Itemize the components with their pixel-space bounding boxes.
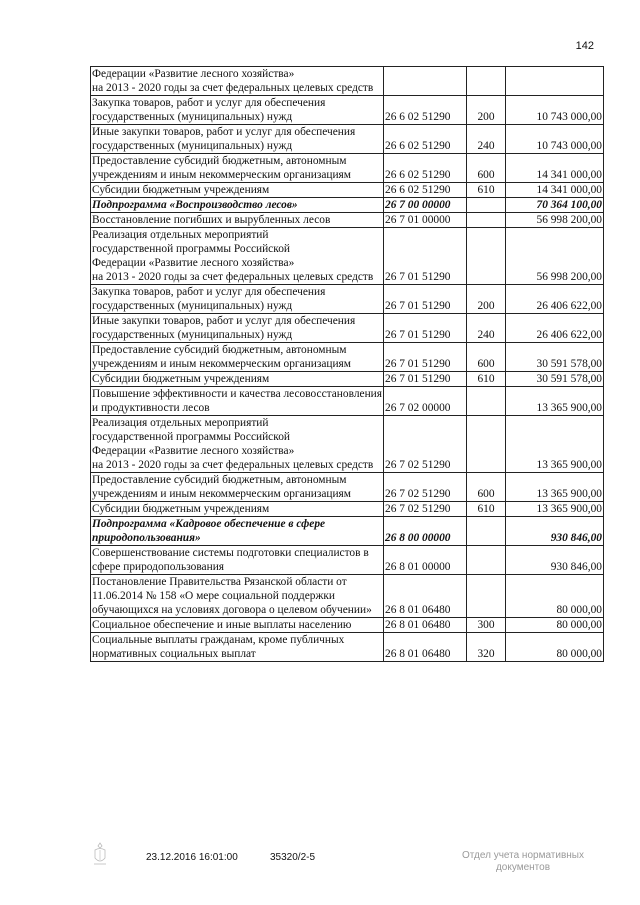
row-expense-type-cell: 610	[467, 372, 506, 387]
row-expense-type-cell	[467, 387, 506, 416]
table-row	[91, 343, 604, 372]
row-name-cell: Подпрограмма «Воспроизводство лесов»	[91, 198, 384, 213]
table-row	[91, 285, 604, 314]
table-row	[91, 473, 604, 502]
page-number: 142	[575, 40, 594, 52]
row-amount-cell: 80 000,00	[506, 633, 604, 662]
table-row	[91, 575, 604, 618]
row-name-cell: Повышение эффективности и качества лесовосстановления и продуктивности лесов	[92, 388, 382, 414]
row-amount-cell: 26 406 622,00	[506, 285, 604, 314]
row-name-cell: Социальное обеспечение и иные выплаты населению	[91, 618, 384, 633]
row-code-cell: 26 7 00 00000	[384, 198, 467, 213]
row-name-cell: Иные закупки товаров, работ и услуг для обеспечения государственных (муниципальных) нужд	[91, 125, 384, 154]
row-amount-cell: 26 406 622,00	[506, 314, 604, 343]
row-name-cell: Субсидии бюджетным учреждениям	[91, 502, 384, 517]
table-row	[91, 416, 604, 473]
table-row	[91, 213, 604, 228]
row-amount-cell: 10 743 000,00	[506, 125, 604, 154]
table-row	[91, 502, 604, 517]
row-code-cell: 26 8 00 00000	[384, 517, 467, 546]
registration-stamp	[448, 850, 598, 874]
row-expense-type-cell: 610	[467, 183, 506, 198]
row-expense-type-cell: 600	[467, 343, 506, 372]
row-code-cell: 26 8 01 00000	[384, 546, 467, 575]
row-name-cell: Совершенствование системы подготовки специалистов в сфере природопользования	[91, 546, 384, 575]
row-expense-type-cell: 240	[467, 125, 506, 154]
row-code-cell: 26 8 01 06480	[384, 575, 467, 618]
row-code-cell: 26 6 02 51290	[384, 125, 467, 154]
row-expense-type-cell	[467, 228, 506, 285]
table-row	[91, 125, 604, 154]
row-code-cell: 26 7 01 51290	[384, 314, 467, 343]
table-row	[91, 633, 604, 662]
table-row	[91, 96, 604, 125]
registration-stamp-text: Отдел учета нормативных документов	[461, 850, 584, 873]
row-expense-type-cell: 300	[467, 618, 506, 633]
row-code-cell: 26 6 02 51290	[384, 154, 467, 183]
table-row	[91, 154, 604, 183]
table-row	[91, 372, 604, 387]
row-expense-type-cell	[467, 416, 506, 473]
row-name-cell: Федерации «Развитие лесного хозяйства» на 2013 - 2020 годы за счет федеральных целевых средств	[91, 67, 384, 96]
row-amount-cell: 30 591 578,00	[506, 372, 604, 387]
row-code-cell: 26 7 02 00000	[384, 387, 467, 416]
row-amount-cell: 80 000,00	[506, 618, 604, 633]
table-row	[91, 228, 604, 285]
row-code-cell: 26 6 02 51290	[384, 183, 467, 198]
row-amount-cell: 14 341 000,00	[506, 183, 604, 198]
row-amount-cell: 10 743 000,00	[506, 96, 604, 125]
row-name-cell: Подпрограмма «Кадровое обеспечение в сфере природопользования»	[91, 517, 384, 546]
footer-doc-number: 35320/2-5	[270, 852, 316, 863]
row-expense-type-cell	[467, 198, 506, 213]
row-name-cell: Закупка товаров, работ и услуг для обеспечения государственных (муниципальных) нужд	[91, 96, 384, 125]
row-amount-cell: 14 341 000,00	[506, 154, 604, 183]
row-expense-type-cell	[467, 67, 506, 96]
row-amount-cell: 13 365 900,00	[506, 416, 604, 473]
footer-date: 23.12.2016 16:01:00	[146, 852, 238, 863]
table-row	[91, 517, 604, 546]
row-code-cell: 26 7 01 51290	[384, 372, 467, 387]
row-amount-cell: 930 846,00	[506, 546, 604, 575]
row-code-cell: 26 8 01 06480	[384, 633, 467, 662]
row-code-cell: 26 7 01 51290	[384, 285, 467, 314]
row-name-cell: Предоставление субсидий бюджетным, автономным учреждениям и иным некоммерческим организациям	[91, 154, 384, 183]
row-name-cell: Субсидии бюджетным учреждениям	[91, 183, 384, 198]
row-expense-type-cell: 200	[467, 285, 506, 314]
row-code-cell	[384, 67, 467, 96]
row-code-cell: 26 7 02 51290	[384, 473, 467, 502]
coat-of-arms-icon	[92, 842, 108, 866]
row-name-cell: Закупка товаров, работ и услуг для обеспечения государственных (муниципальных) нужд	[91, 285, 384, 314]
row-code-cell: 26 7 02 51290	[384, 502, 467, 517]
table-row	[91, 67, 604, 96]
row-expense-type-cell	[467, 213, 506, 228]
row-expense-type-cell: 610	[467, 502, 506, 517]
row-expense-type-cell	[467, 575, 506, 618]
row-expense-type-cell	[467, 517, 506, 546]
budget-table	[90, 66, 604, 662]
row-expense-type-cell: 600	[467, 473, 506, 502]
table-row	[91, 314, 604, 343]
budget-table-body	[91, 67, 604, 662]
table-row	[91, 546, 604, 575]
row-expense-type-cell: 320	[467, 633, 506, 662]
row-name-cell: Иные закупки товаров, работ и услуг для обеспечения государственных (муниципальных) нужд	[91, 314, 384, 343]
row-code-cell: 26 7 02 51290	[384, 416, 467, 473]
row-name-cell: Социальные выплаты гражданам, кроме публичных нормативных социальных выплат	[91, 633, 384, 662]
row-code-cell: 26 7 01 00000	[384, 213, 467, 228]
table-row	[91, 198, 604, 213]
row-code-cell: 26 6 02 51290	[384, 96, 467, 125]
table-row	[91, 618, 604, 633]
row-code-cell: 26 7 01 51290	[384, 343, 467, 372]
row-name-cell: Субсидии бюджетным учреждениям	[91, 372, 384, 387]
row-amount-cell: 70 364 100,00	[506, 198, 604, 213]
row-expense-type-cell: 200	[467, 96, 506, 125]
row-amount-cell: 30 591 578,00	[506, 343, 604, 372]
row-code-cell: 26 8 01 06480	[384, 618, 467, 633]
row-amount-cell: 56 998 200,00	[506, 228, 604, 285]
row-name-cell: Постановление Правительства Рязанской области от 11.06.2014 № 158 «О мере социальной поддержки обучающихся на условиях договора о целевом обучении»	[91, 575, 384, 618]
table-row	[91, 183, 604, 198]
row-name-cell: Реализация отдельных мероприятий государственной программы Российской Федерации «Развитие лесного хозяйства» на 2013 - 2020 годы за счет федеральных целевых средств	[91, 416, 384, 473]
row-amount-cell: 930 846,00	[506, 517, 604, 546]
row-expense-type-cell	[467, 546, 506, 575]
row-amount-cell	[506, 67, 604, 96]
table-row	[91, 387, 604, 416]
row-name-cell: Предоставление субсидий бюджетным, автономным учреждениям и иным некоммерческим организациям	[91, 473, 384, 502]
row-amount-cell: 80 000,00	[506, 575, 604, 618]
row-expense-type-cell: 600	[467, 154, 506, 183]
row-amount-cell: 13 365 900,00	[506, 473, 604, 502]
row-amount-cell: 13 365 900,00	[506, 387, 604, 416]
row-code-cell: 26 7 01 51290	[384, 228, 467, 285]
row-name-cell: Предоставление субсидий бюджетным, автономным учреждениям и иным некоммерческим организациям	[91, 343, 384, 372]
row-amount-cell: 13 365 900,00	[506, 502, 604, 517]
row-expense-type-cell: 240	[467, 314, 506, 343]
row-amount-cell: 56 998 200,00	[506, 213, 604, 228]
row-name-cell: Восстановление погибших и вырубленных лесов	[91, 213, 384, 228]
row-name-cell: Реализация отдельных мероприятий государственной программы Российской Федерации «Развитие лесного хозяйства» на 2013 - 2020 годы за счет федеральных целевых средств	[91, 228, 384, 285]
